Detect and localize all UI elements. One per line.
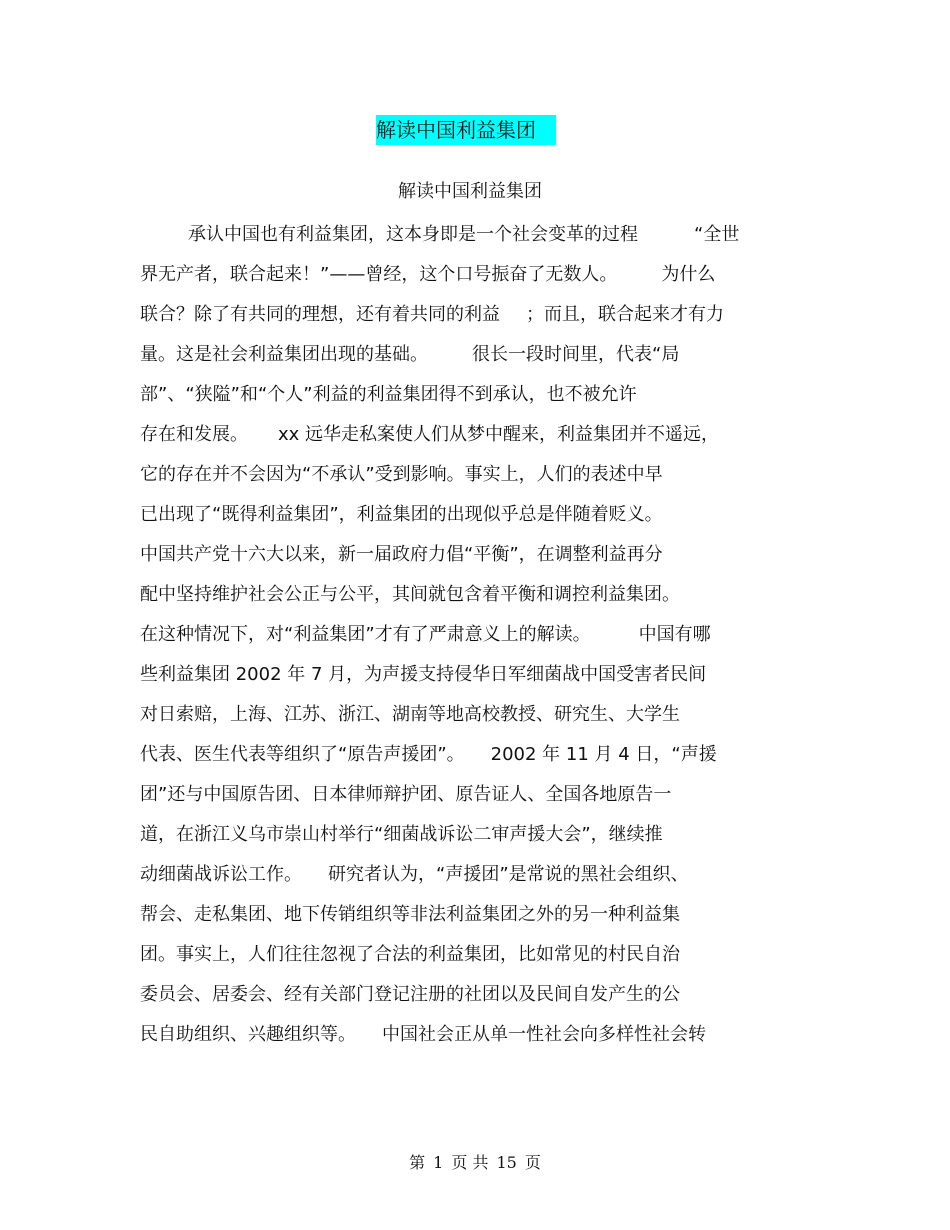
text-segment: 团”还与中国原告团、日本律师辩护团、原告证人、全国各地原告一 (140, 784, 672, 805)
text-segment: “全世 (694, 224, 740, 245)
text-segment: 联合？除了有共同的理想，还有着共同的利益 (140, 304, 500, 325)
text-segment: 中国有哪 (638, 624, 711, 645)
text-line (140, 378, 820, 418)
text-line (140, 298, 820, 338)
footer-prefix: 第 (409, 1153, 426, 1172)
text-line (140, 258, 820, 298)
text-segment: 中国共产党十六大以来，新一届政府力倡“平衡”，在调整利益再分 (140, 544, 663, 565)
text-segment: ；而且，联合起来才有力 (526, 304, 724, 325)
text-line (140, 818, 820, 858)
text-segment: 对日索赔，上海、江苏、浙江、湖南等地高校教授、研究生、大学生 (140, 704, 680, 725)
text-segment: 帮会、走私集团、地下传销组织等非法利益集团之外的另一种利益集 (140, 904, 680, 925)
text-line (140, 978, 820, 1018)
text-line (140, 338, 820, 378)
footer-suffix: 页 (524, 1153, 541, 1172)
text-line (140, 618, 820, 658)
text-line (140, 218, 820, 258)
document-subtitle: 解读中国利益集团 (398, 181, 542, 202)
text-segment: 代表、医生代表等组织了“原告声援团”。 (140, 744, 465, 765)
text-line (140, 418, 820, 458)
text-segment: 为什么 (661, 264, 716, 285)
document-title: 解读中国利益集团 (376, 115, 556, 145)
body-text (140, 218, 820, 1058)
text-segment: 动细菌战诉讼工作。 (140, 864, 302, 885)
text-segment: 民自助组织、兴趣组织等。 (140, 1024, 356, 1045)
text-segment: 存在和发展。 (140, 424, 248, 445)
text-line (140, 698, 820, 738)
text-line (140, 658, 820, 698)
text-segment: 委员会、居委会、经有关部门登记注册的社团以及民间自发产生的公 (140, 984, 680, 1005)
text-segment: 些利益集团 2002 年 7 月，为声援支持侵华日军细菌战中国受害者民间 (140, 664, 707, 685)
text-line (140, 498, 820, 538)
text-line (140, 578, 820, 618)
text-line (140, 538, 820, 578)
text-segment: 很长一段时间里，代表“局 (472, 344, 680, 365)
text-segment: 它的存在并不会因为“不承认”受到影响。事实上，人们的表述中早 (140, 464, 663, 485)
total-page-count: 15 (496, 1153, 517, 1172)
text-line (140, 1018, 820, 1058)
text-segment: 团。事实上，人们往往忽视了合法的利益集团，比如常见的村民自治 (140, 944, 680, 965)
current-page-number: 1 (433, 1153, 444, 1172)
text-segment: 承认中国也有利益集团，这本身即是一个社会变革的过程 (188, 224, 638, 245)
text-line (140, 858, 820, 898)
text-segment: 中国社会正从单一性社会向多样性社会转 (382, 1024, 706, 1045)
text-segment: 部”、“狭隘”和“个人”利益的利益集团得不到承认，也不被允许 (140, 384, 637, 405)
text-segment: 在这种情况下，对“利益集团”才有了严肃意义上的解读。 (140, 624, 591, 645)
text-segment: 研究者认为，“声援团”是常说的黑社会组织、 (328, 864, 689, 885)
text-segment: 配中坚持维护社会公正与公平，其间就包含着平衡和调控利益集团。 (140, 584, 680, 605)
text-line (140, 898, 820, 938)
text-segment: 量。这是社会利益集团出现的基础。 (140, 344, 428, 365)
text-line (140, 778, 820, 818)
text-line (140, 738, 820, 778)
text-segment: 已出现了“既得利益集团”，利益集团的出现似乎总是伴随着贬义。 (140, 504, 663, 525)
text-line (140, 938, 820, 978)
footer-mid: 页 共 (451, 1153, 489, 1172)
text-segment: 道，在浙江义乌市崇山村举行“细菌战诉讼二审声援大会”，继续推 (140, 824, 663, 845)
text-line (140, 458, 820, 498)
text-segment: 界无产者，联合起来！”——曾经，这个口号振奋了无数人。 (140, 264, 618, 285)
page-footer (0, 1150, 950, 1176)
text-segment: 2002 年 11 月 4 日，“声援 (490, 744, 717, 765)
text-segment: xx 远华走私案使人们从梦中醒来，利益集团并不遥远， (278, 424, 720, 445)
